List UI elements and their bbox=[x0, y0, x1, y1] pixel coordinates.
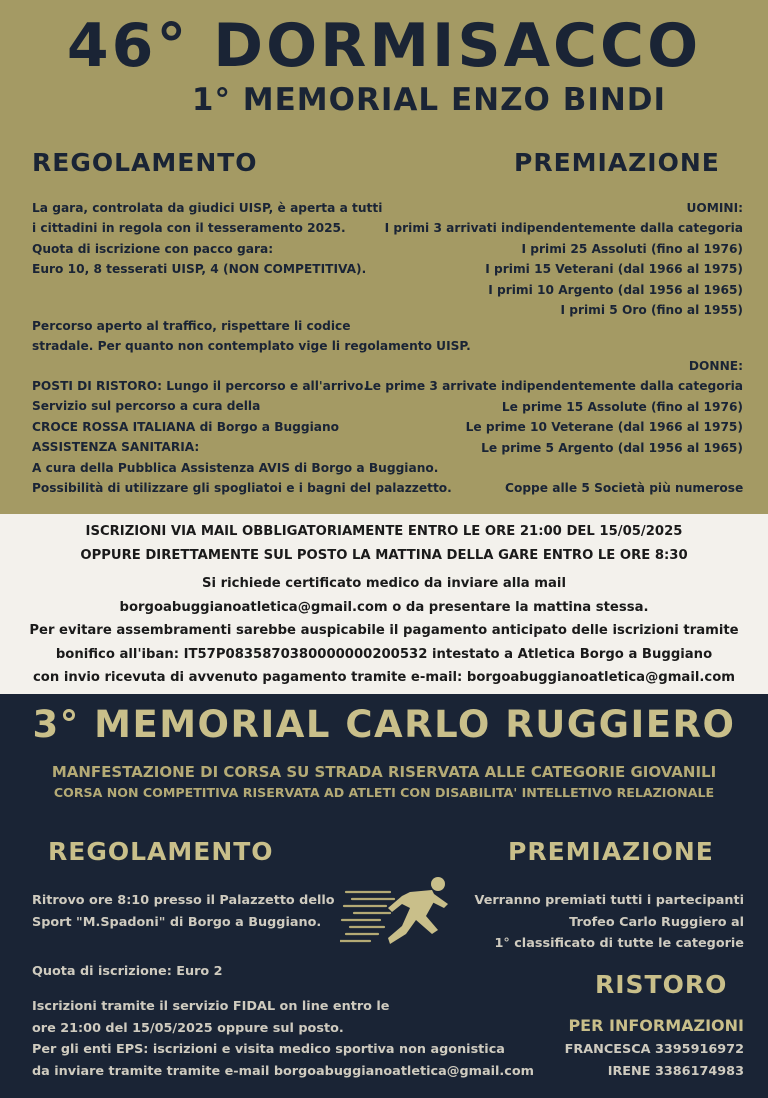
premiazione-heading: PREMIAZIONE bbox=[514, 148, 720, 177]
regolamento-block-1 bbox=[32, 198, 412, 280]
category-heading: UOMINI: bbox=[686, 201, 743, 215]
text-line: Trofeo Carlo Ruggiero al bbox=[569, 914, 744, 930]
text-line: A cura della Pubblica Assistenza AVIS di Borgo a Buggiano. bbox=[32, 460, 439, 475]
text-line: POSTI DI RISTORO: Lungo il percorso e all'arrivo. bbox=[32, 379, 369, 393]
memorial-quota: Quota di iscrizione: Euro 2 bbox=[32, 964, 223, 979]
text-line: Percorso aperto al traffico, rispettare li codice bbox=[32, 319, 351, 333]
text-line: ore 21:00 del 15/05/2025 oppure sul posto. bbox=[32, 1020, 344, 1036]
text-line: ISCRIZIONI VIA MAIL OBBLIGATORIAMENTE ENTRO LE ORE 21:00 DEL 15/05/2025 bbox=[85, 524, 683, 539]
premiazione-uomini bbox=[360, 198, 743, 320]
ristoro-heading: RISTORO bbox=[595, 970, 728, 999]
premiazione-donne bbox=[360, 356, 743, 458]
text-line: Si richiede certificato medico da inviare alla mail bbox=[202, 576, 566, 591]
memorial-premi bbox=[470, 890, 744, 955]
prize-line: Le prime 5 Argento (dal 1956 al 1965) bbox=[481, 440, 743, 455]
text-line: i cittadini in regola con il tesseramento 2025. bbox=[32, 221, 346, 236]
contact-line: IRENE 3386174983 bbox=[607, 1063, 744, 1079]
text-line: Ritrovo ore 8:10 presso il Palazzetto dello bbox=[32, 893, 335, 908]
regolamento-heading: REGOLAMENTO bbox=[32, 148, 258, 177]
memorial-ritrovo bbox=[32, 890, 352, 933]
text-line: CROCE ROSSA ITALIANA di Borgo a Buggiano bbox=[32, 419, 340, 434]
memorial-premiazione-heading: PREMIAZIONE bbox=[508, 837, 714, 866]
prize-line: Le prime 3 arrivate indipendentemente dalla categoria bbox=[364, 379, 743, 394]
text-line: Servizio sul percorso a cura della bbox=[32, 399, 261, 414]
memorial-subtitle-1: MANFESTAZIONE DI CORSA SU STRADA RISERVATA ALLE CATEGORIE GIOVANILI bbox=[51, 763, 717, 781]
text-line: Verranno premiati tutti i partecipanti bbox=[474, 893, 744, 908]
prize-line: Le prime 15 Assolute (fino al 1976) bbox=[501, 399, 743, 414]
memorial-title: 3° MEMORIAL CARLO RUGGIERO bbox=[32, 703, 736, 746]
text-line: Sport "M.Spadoni" di Borgo a Buggiano. bbox=[32, 914, 322, 930]
text-line: ASSISTENZA SANITARIA: bbox=[32, 440, 200, 455]
regolamento-block-2 bbox=[32, 316, 472, 357]
text-line: Euro 10, 8 tesserati UISP, 4 (NON COMPETITIVA). bbox=[32, 262, 367, 277]
iscrizioni-info bbox=[0, 572, 768, 690]
prize-line: I primi 5 Oro (fino al 1955) bbox=[560, 303, 743, 318]
prize-line: I primi 25 Assoluti (fino al 1976) bbox=[521, 241, 743, 256]
text-line: con invio ricevuta di avvenuto pagamento tramite e-mail: borgoabuggianoatletica@gmail.com bbox=[32, 670, 735, 685]
text-line: Per evitare assembramenti sarebbe auspicabile il pagamento anticipato delle iscrizioni tramite bbox=[29, 623, 739, 638]
text-line: Per gli enti EPS: iscrizioni e visita medico sportiva non agonistica bbox=[32, 1042, 505, 1057]
coppe-societa: Coppe alle 5 Società più numerose bbox=[505, 481, 744, 495]
contact-line: FRANCESCA 3395916972 bbox=[564, 1042, 744, 1057]
prize-line: I primi 3 arrivati indipendentemente dalla categoria bbox=[384, 221, 743, 236]
prize-line: I primi 15 Veterani (dal 1966 al 1975) bbox=[485, 262, 743, 277]
text-line: Quota di iscrizione con pacco gara: bbox=[32, 241, 274, 256]
category-heading: DONNE: bbox=[688, 359, 743, 373]
prize-line: Le prime 10 Veterane (dal 1966 al 1975) bbox=[465, 420, 743, 435]
text-line: da inviare tramite tramite e-mail borgoabuggianoatletica@gmail.com bbox=[32, 1063, 534, 1079]
event-subtitle: 1° MEMORIAL ENZO BINDI bbox=[191, 82, 667, 118]
event-title: 46° DORMISACCO bbox=[66, 11, 702, 81]
contacts bbox=[520, 1039, 744, 1082]
text-line: stradale. Per quanto non contemplato vige li regolamento UISP. bbox=[32, 339, 471, 354]
iscrizioni-deadline bbox=[0, 520, 768, 567]
text-line: borgoabuggianoatletica@gmail.com o da presentare la mattina stessa. bbox=[119, 599, 649, 615]
text-line: La gara, controlata da giudici UISP, è aperta a tutti bbox=[32, 201, 383, 215]
text-line: Possibilità di utilizzare gli spogliatoi e i bagni del palazzetto. bbox=[32, 481, 452, 496]
info-heading: PER INFORMAZIONI bbox=[568, 1016, 744, 1035]
memorial-regolamento-heading: REGOLAMENTO bbox=[48, 837, 274, 866]
text-line: 1° classificato di tutte le categorie bbox=[494, 936, 744, 951]
text-line: bonifico all'iban: IT57P0835870380000000200532 intestato a Atletica Borgo a Buggiano bbox=[55, 646, 713, 662]
runner-icon bbox=[340, 872, 458, 950]
memorial-subtitle-2: CORSA NON COMPETITIVA RISERVATA AD ATLETI CON DISABILITA' INTELLETIVO RELAZIONALE bbox=[53, 785, 715, 800]
text-line: OPPURE DIRETTAMENTE SUL POSTO LA MATTINA DELLA GARE ENTRO LE ORE 8:30 bbox=[80, 547, 688, 563]
text-line: Iscrizioni tramite il servizio FIDAL on line entro le bbox=[32, 999, 390, 1014]
memorial-iscrizioni bbox=[32, 996, 552, 1082]
prize-line: I primi 10 Argento (dal 1956 al 1965) bbox=[488, 282, 743, 297]
